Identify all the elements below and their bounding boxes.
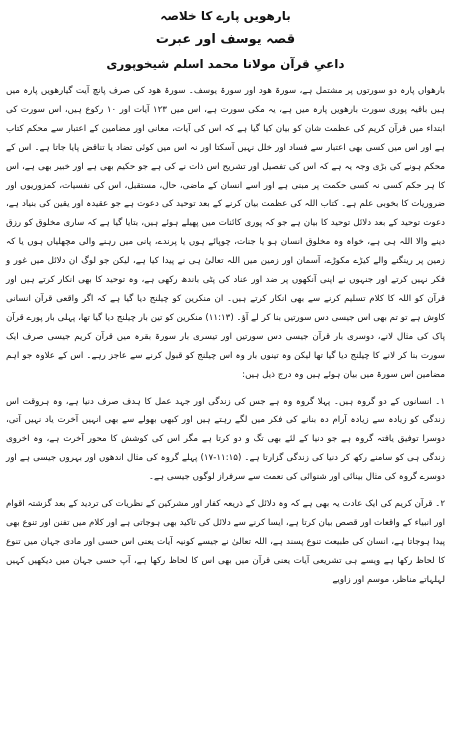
paragraph-point-1: ۱۔ انسانوں کے دو گروہ ہیں۔ پہلا گروہ وہ ہے جس کی زندگی اور جہد عمل کا ہدف صرف دنیا ہے، وہ ہروقت اس زندگی کو زیادہ سے زیادہ آرام دہ بنانے کی فکر میں لگے رہتے ہیں اور کبھی بھولے سے بھی انہیں آخرت یاد نہیں آتی، دوسرا توفیق یافتہ گروہ ہے جو دنیا کے لئے بھی تگ و دو کرتا ہے مگر اس کی کوشش کا محور آخرت ہے، وہ اخروی زندگی ہی کو سامنے رکھ کر دنیا کی زندگی گزارتا ہے۔ (۱۱:۱۵-۱۷) پہلے گروہ کی مثال اندھوں اور بہروں جیسی ہے اور دوسرے گروہ کی مثال بینائی اور شنوائی کی نعمت سے سرفراز لوگوں جیسی ہے۔	[6, 396, 446, 483]
paragraph-intro: بارھواں پارہ دو سورتوں پر مشتمل ہے، سورۃ ھود اور سورۃ یوسف۔ سورۃ ھود کی صرف پانچ آیت گیارھویں پارہ میں ہیں باقیہ پوری سورت بارھویں پارہ میں ہے، یہ مکی سورت ہے، اس میں ۱۲۳ آیات اور ۱۰ رکوع ہیں، اس سورت کی ابتداء میں قرآن کریم کی عظمت شان کو بیان کیا گیا ہے کہ اس کی آیات، معانی اور مضامین کے اعتبار سے محکم کتاب ہے اور اس میں کسی بھی اعتبار سے فساد اور خلل نہیں آسکتا اور نہ اس میں کوئی تضاد یا تناقض پایا جاتا ہے۔ اس کے محکم ہونے کی بڑی وجہ یہ ہے کہ اس کی تفصیل اور تشریح اس ذات نے کی ہے جو حکیم بھی ہے اور خبیر بھی ہے، اس کا ہر حکم کسی نہ کسی حکمت پر مبنی ہے اور اسے انسان کے ماضی، حال، مستقبل، اس کی نفسیات، کمزوریوں اور ضروریات کا بخوبی علم ہے۔ کتاب اللہ کی عظمت بیان کرنے کے بعد توحید کی دعوت ہے جو عقیدہ اور یقین کی بنیاد ہے، دعوت توحید کے بعد دلائل توحید کا بیان ہے جو کہ پوری کائنات میں پھیلے ہوئے ہیں، بتایا گیا ہے کہ ساری مخلوق کو رزق دینے والا اللہ ہی ہے، خواہ وہ مخلوق انسان ہو یا جنات، چوپائے ہوں یا پرندے، پانی میں رہنے والی مچھلیاں ہوں یا کہ زمین پر رینگنے والے کیڑے مکوڑے، آسمان اور زمین میں اللہ تعالیٰ ہی نے پیدا کیا ہے، لیکن جو لوگ ان دلائل میں غور و فکر نہیں کرتے اور جنہوں نے اپنی آنکھوں پر ضد اور عناد کی پٹی باندھ رکھی ہے، وہ توحید کا بھی انکار کرتے ہیں اور قرآن کو اللہ کا کلام تسلیم کرنے سے بھی انکار کرتے ہیں۔ ان منکرین کو چیلنج دیا گیا ہے کہ اگر واقعی قرآن انسانی کاوش ہے تو تم بھی اس جیسی دس سورتیں بنا کر لے آؤ۔ (۱۱:۱۳) منکرین کو تین بار چیلنج دیا گیا تھا، پہلی بار پورے قرآن پاک کی مثال لانے، دوسری بار قرآن جیسی دس سورتیں اور تیسری بار سورۃ بقرہ میں قرآن کریم جیسی صرف ایک سورت بنا کر لانے کا چیلنج دیا گیا تھا لیکن وہ تینوں بار وہ اس چیلنج کو قبول کرنے سے عاجز رہے۔ اس کے علاوہ جو اہم مضامین اس سورۃ میں بیان ہوئے ہیں وہ درج ذیل ہیں:	[6, 86, 445, 380]
document-author: داعیِ قرآن مولانا محمد اسلم شیخوپوری	[106, 57, 345, 71]
article-body	[6, 82, 445, 590]
paragraph-point-2: ۲۔ قرآن کریم کی ایک عادت یہ بھی ہے کہ وہ دلائل کے ذریعہ کفار اور مشرکین کے نظریات کی تردید کے بعد گزشتہ اقوام اور انبیاء کے واقعات اور قصص بیان کرتا ہے، ایسا کرنے سے دلائل کی تاکید بھی ہوجاتی ہے اور کلام میں تفنن اور تنوع بھی پیدا ہوجاتا ہے، انسان کی طبیعت تنوع پسند ہے، اللہ تعالیٰ نے جیسے کونیہ آیات یعنی اس حسی اور مادی جہان میں تنوع کا لحاظ رکھا ہے ویسے ہی تشریعی آیات یعنی قرآن میں بھی اس کا لحاظ رکھا ہے، آپ حسی جہان میں دیکھیں کہیں لہلہاتے مناظر، موسم اور زاویے	[6, 499, 445, 585]
document-title: بارھویں پارے کا خلاصہ	[160, 9, 291, 23]
document-subtitle: قصہ یوسف اور عبرت	[155, 32, 296, 47]
